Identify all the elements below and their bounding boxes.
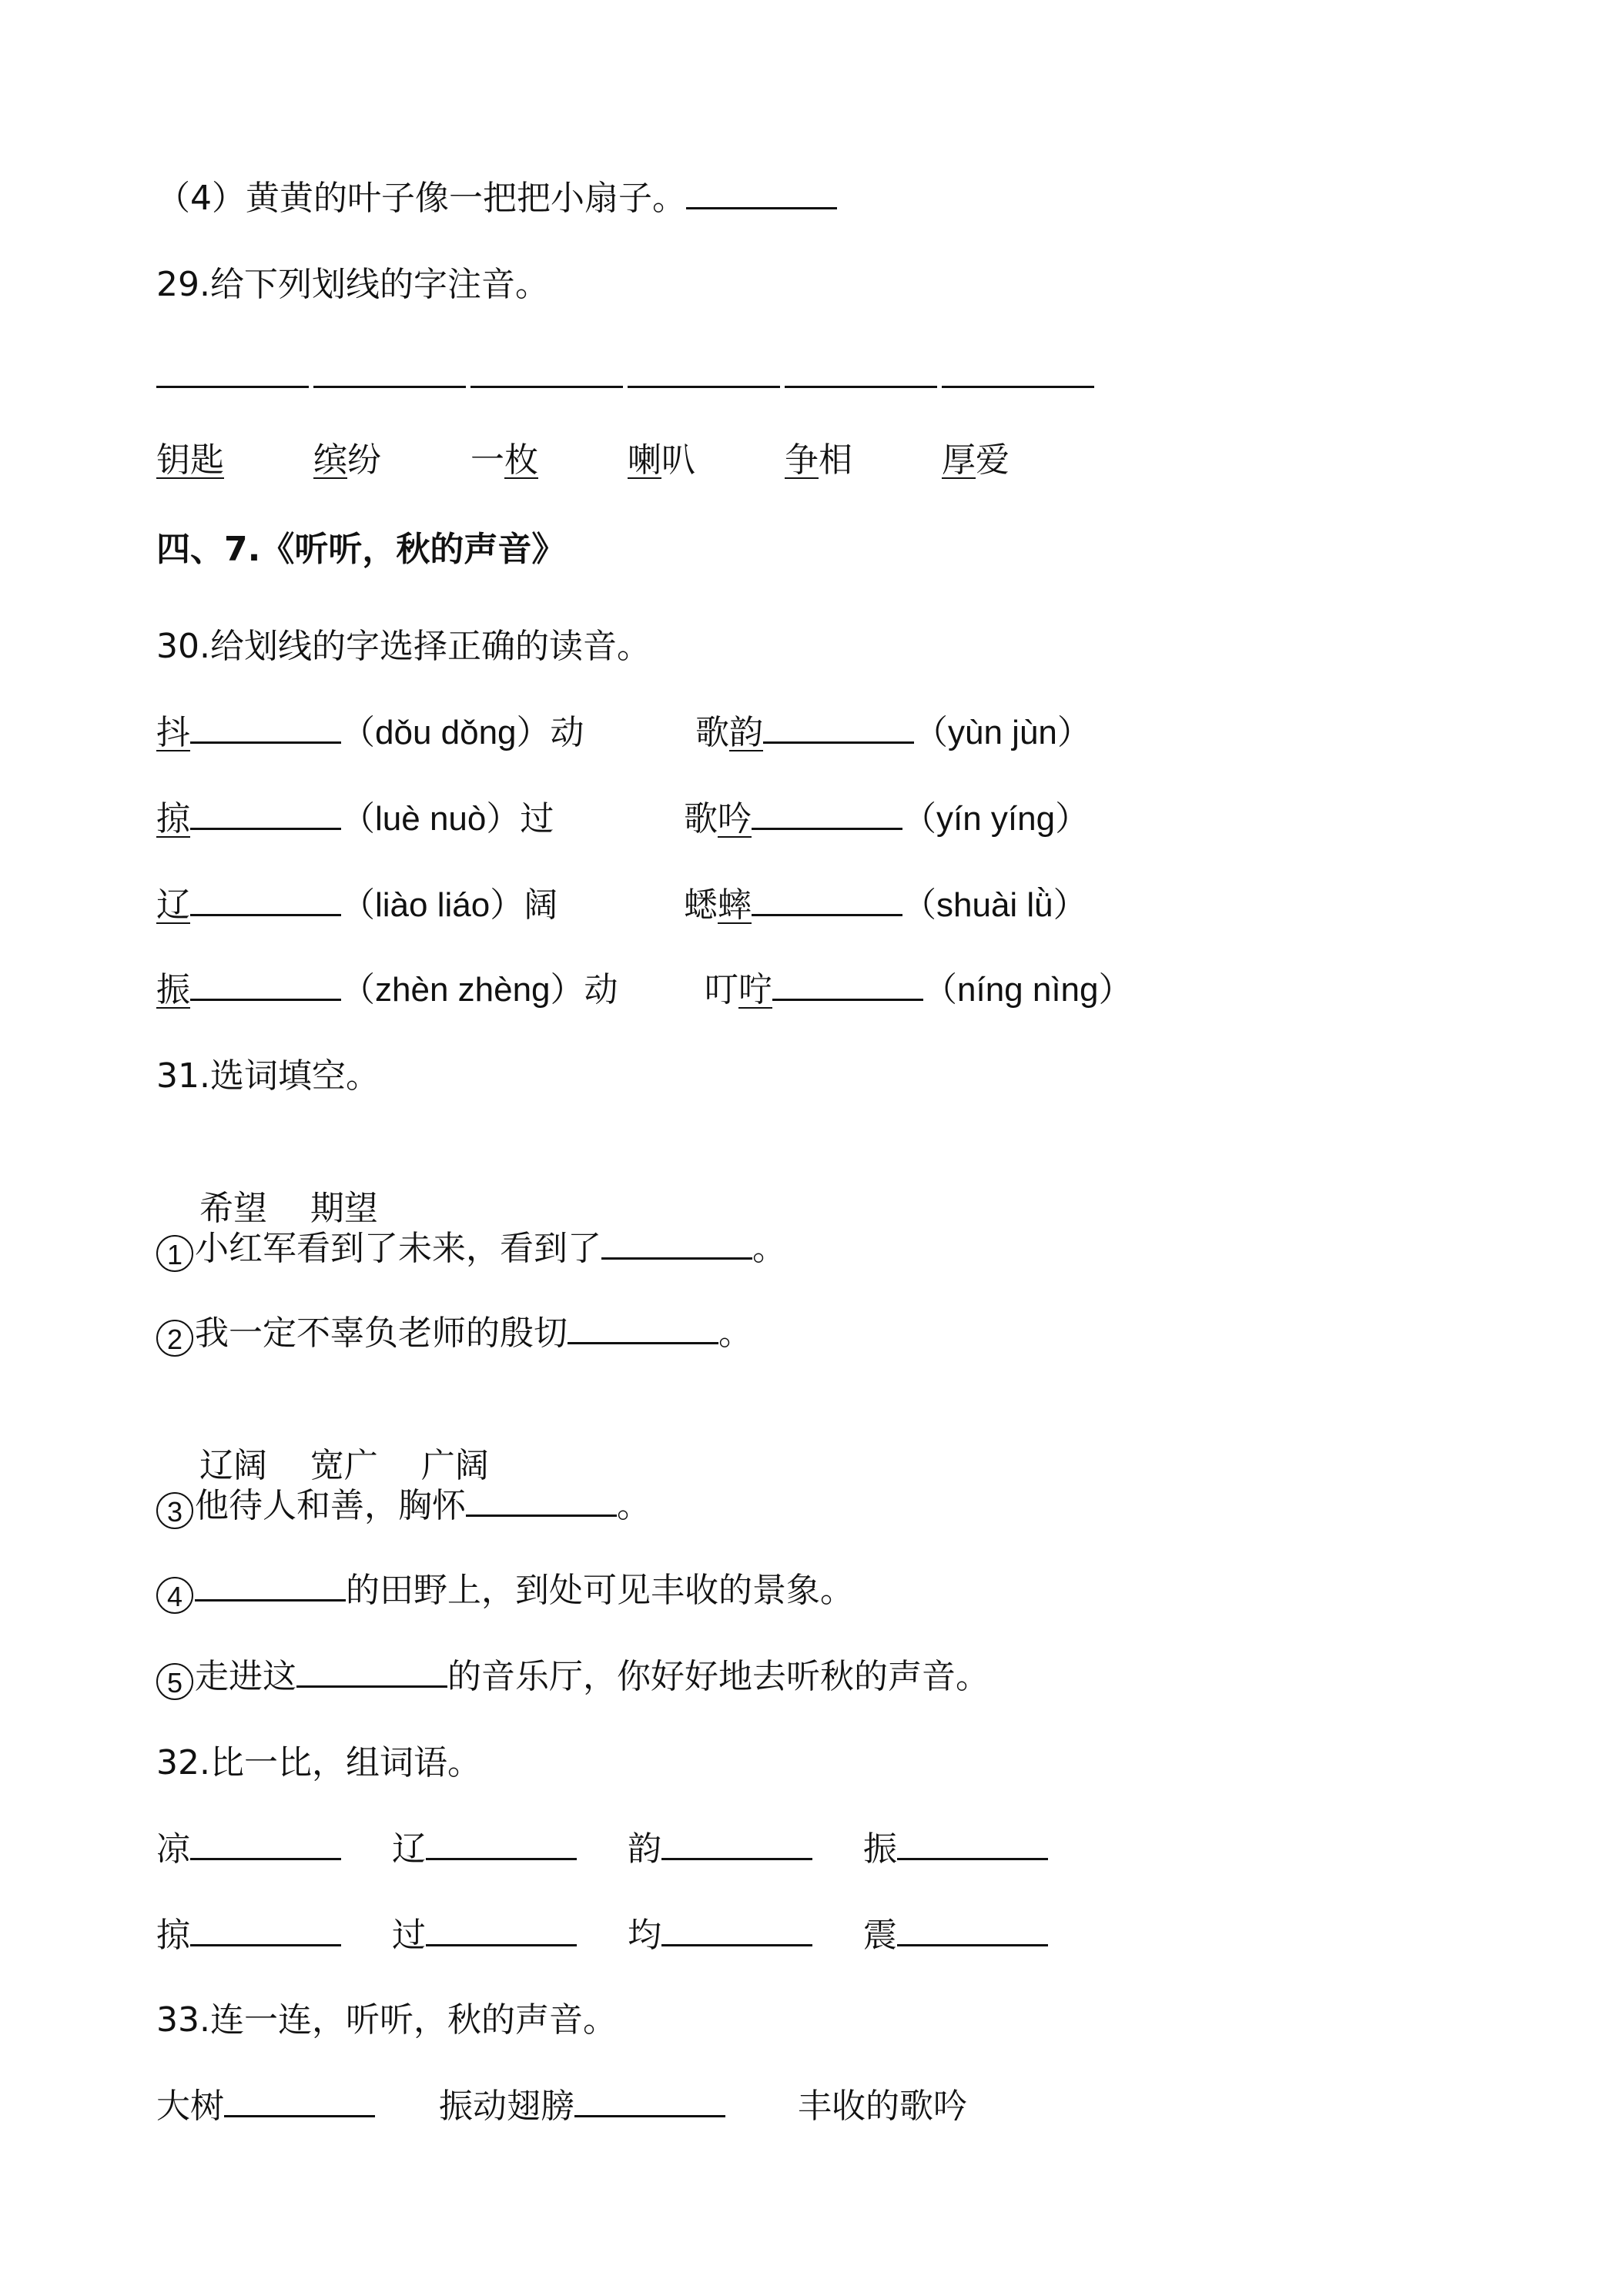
q31-sentence-5: 5 走进这 的音乐厅，你好好地去听秋的声音。 [156, 1654, 989, 1700]
answer-blank[interactable] [224, 2087, 375, 2117]
q29-words [156, 437, 1099, 484]
q33-title: 33.连一连，听听，秋的声音。 [156, 2000, 617, 2040]
answer-blank[interactable] [752, 886, 902, 916]
answer-blank[interactable] [752, 800, 902, 830]
q30-row-1: 抖 （dǒu dǒng）动 歌韵 （yùn jùn） [156, 713, 1091, 752]
answer-blank[interactable] [190, 1830, 341, 1860]
word-4: 喇叭 [628, 440, 695, 480]
q31-sentence-2: 2 我一定不辜负老师的殷切 。 [156, 1310, 752, 1357]
word-6: 厚爱 [942, 440, 1010, 480]
answer-blank[interactable] [466, 1487, 617, 1517]
answer-blank[interactable] [763, 714, 914, 744]
answer-blank[interactable] [190, 800, 341, 830]
q31-sentence-1: 1 小红军看到了未来，看到了 。 [156, 1226, 786, 1272]
pinyin-blank-3[interactable] [470, 370, 623, 388]
q30-row-4: 振 （zhèn zhèng）动 叮咛 （níng nìng） [156, 970, 1133, 1009]
pinyin-blank-1[interactable] [156, 370, 309, 388]
q30-row-2: 掠 （luè nuò）过 歌吟 （yín yíng） [156, 799, 1090, 838]
pinyin-blank-4[interactable] [628, 370, 780, 388]
section-4-title: 四、7.《听听，秋的声音》 [156, 530, 566, 569]
q32-row-1: 凉 辽 韵 振 [156, 1826, 1099, 1873]
answer-blank[interactable] [195, 1571, 346, 1602]
pinyin-blank-2[interactable] [313, 370, 466, 388]
q31-word-choices-2: 辽阔 宽广 广阔 [199, 1446, 489, 1485]
answer-blank[interactable] [686, 179, 837, 209]
q28-item-4: （4）黄黄的叶子像一把把小扇子。 [156, 176, 837, 222]
answer-blank[interactable] [426, 1830, 577, 1860]
pinyin-blank-5[interactable] [785, 370, 937, 388]
q33-items [156, 2083, 967, 2130]
answer-blank[interactable] [574, 2087, 725, 2117]
word-5: 争相 [785, 440, 852, 480]
answer-blank[interactable] [897, 1830, 1048, 1860]
answer-blank[interactable] [296, 1658, 447, 1688]
q31-sentence-3: 3 他待人和善，胸怀 。 [156, 1483, 651, 1529]
word-2: 缤纷 [313, 440, 381, 480]
answer-blank[interactable] [190, 971, 341, 1001]
q31-sentence-4: 4 的田野上，到处可见丰收的景象。 [156, 1568, 854, 1614]
answer-blank[interactable] [568, 1314, 718, 1344]
q32-row-2: 掠 过 均 震 [156, 1913, 1099, 1959]
match-item-3: 丰收的歌吟 [798, 2087, 967, 2126]
q29-pinyin-blanks [156, 354, 1099, 400]
answer-blank[interactable] [426, 1916, 577, 1946]
answer-blank[interactable] [661, 1916, 812, 1946]
answer-blank[interactable] [190, 1916, 341, 1946]
answer-blank[interactable] [190, 886, 341, 916]
answer-blank[interactable] [772, 971, 923, 1001]
answer-blank[interactable] [601, 1230, 752, 1260]
q29-title: 29.给下列划线的字注音。 [156, 265, 549, 304]
match-item-2: 振动翅膀 [439, 2087, 574, 2126]
q30-title: 30.给划线的字选择正确的读音。 [156, 627, 651, 666]
word-1: 钥匙 [156, 440, 224, 480]
pinyin-blank-6[interactable] [942, 370, 1094, 388]
q32-title: 32.比一比，组词语。 [156, 1743, 481, 1782]
answer-blank[interactable] [661, 1830, 812, 1860]
q30-row-3: 辽 （liào liáo）阔 蟋蟀 （shuài lǜ） [156, 885, 1087, 925]
answer-blank[interactable] [190, 714, 341, 744]
match-item-1: 大树 [156, 2087, 224, 2126]
word-3: 一枚 [470, 440, 538, 480]
q31-word-choices-1: 希望 期望 [199, 1189, 378, 1228]
answer-blank[interactable] [897, 1916, 1048, 1946]
q31-title: 31.选词填空。 [156, 1056, 380, 1096]
